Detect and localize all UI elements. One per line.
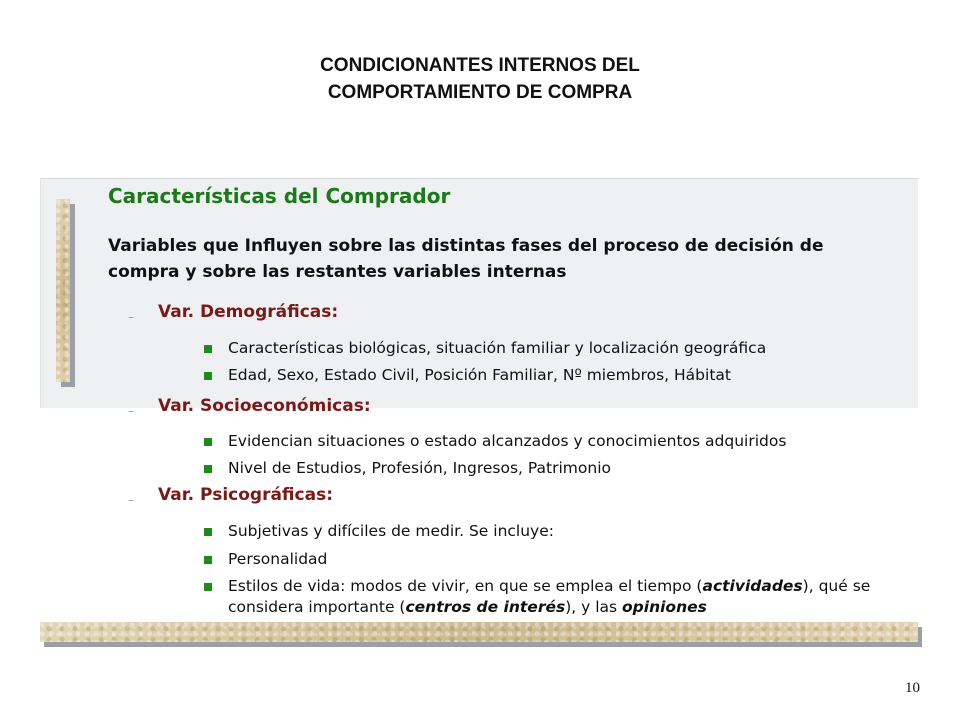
page-number: 10 [905, 680, 920, 696]
slide-title-line-2: COMPORTAMIENTO DE COMPRA [327, 82, 633, 103]
emphasis-centros-de-interes: centros de interés [405, 598, 566, 616]
dash-marker: – [128, 310, 134, 324]
vertical-decorative-bar [56, 199, 70, 382]
section-subtitle: Variables que Influyen sobre las distintas fases del proceso de decisión de compra y sobre las restantes variables internas [108, 236, 824, 282]
list-item: Personalidad [228, 550, 328, 568]
list-item: Características biológicas, situación familiar y localización geográfica [228, 339, 767, 357]
category-demograficas: Var. Demográficas: [158, 302, 339, 322]
square-bullet-icon [204, 583, 212, 591]
category-socioeconomicas: Var. Socioeconómicas: [158, 396, 371, 416]
list-item: Evidencian situaciones o estado alcanzados y conocimientos adquiridos [228, 432, 787, 450]
text-fragment: ), y las [565, 598, 623, 616]
square-bullet-icon [204, 465, 212, 473]
dash-marker: – [128, 404, 134, 418]
list-item: Nivel de Estudios, Profesión, Ingresos, Patrimonio [228, 459, 611, 477]
square-bullet-icon [204, 556, 212, 564]
emphasis-actividades: actividades [702, 577, 803, 595]
square-bullet-icon [204, 345, 212, 353]
panel-top-border [40, 178, 918, 179]
dash-marker: – [128, 493, 134, 507]
horizontal-decorative-bar [40, 622, 918, 642]
text-fragment: ), qué se considera importante ( [228, 577, 871, 616]
square-bullet-icon [204, 528, 212, 536]
slide-title-line-1: CONDICIONANTES INTERNOS DEL [320, 55, 640, 76]
list-item: Subjetivas y difíciles de medir. Se incluye: [228, 522, 554, 540]
panel-left-border [40, 178, 41, 408]
category-psicograficas: Var. Psicográficas: [158, 485, 333, 505]
emphasis-opiniones: opiniones [622, 598, 707, 616]
list-item: Edad, Sexo, Estado Civil, Posición Familiar, Nº miembros, Hábitat [228, 366, 731, 384]
square-bullet-icon [204, 372, 212, 380]
slide-title [230, 52, 730, 106]
list-item-estilos-de-vida [228, 576, 908, 618]
section-heading: Características del Comprador [108, 184, 451, 208]
square-bullet-icon [204, 438, 212, 446]
text-fragment: Estilos de vida: modos de vivir, en que se emplea el tiempo ( [228, 577, 703, 595]
